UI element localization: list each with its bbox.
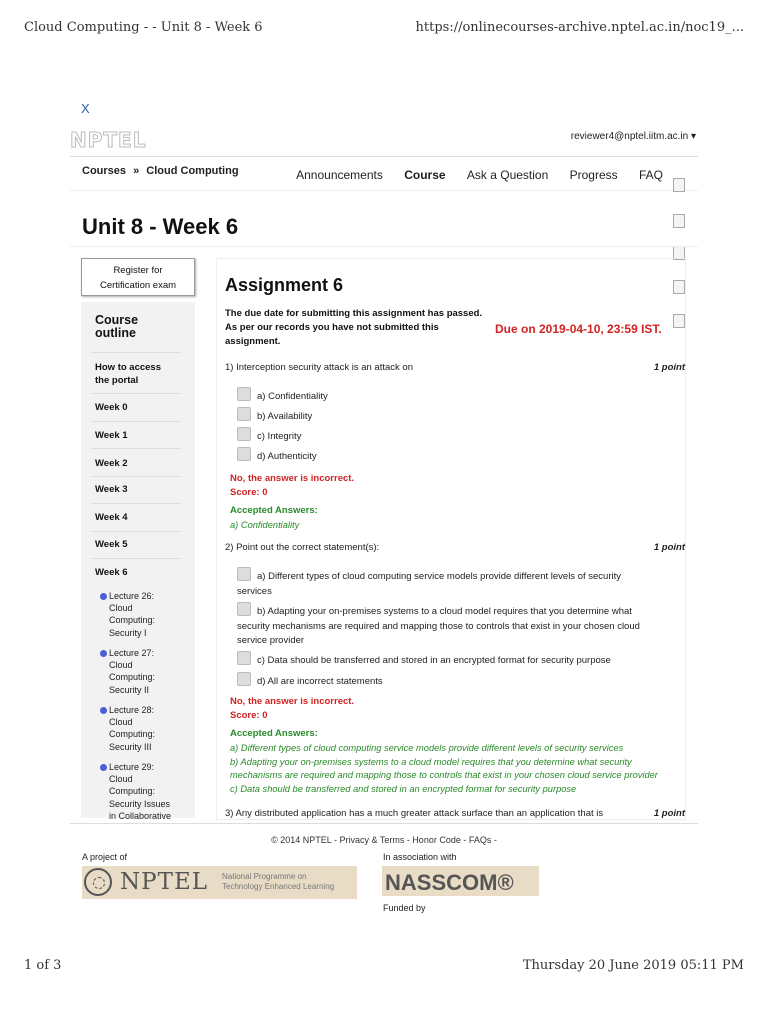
print-header (24, 20, 744, 40)
course-outline-title-line: Course (95, 313, 139, 327)
nav-ask-question[interactable]: Ask a Question (466, 168, 549, 182)
course-outline-title-line: outline (95, 326, 136, 340)
lecture-bullet-icon (100, 593, 107, 600)
result-text: No, the answer is incorrect. (230, 473, 355, 484)
nasscom-logo-word: NASSCOM® (385, 870, 514, 895)
header-divider (70, 156, 698, 157)
nav-progress[interactable]: Progress (569, 168, 618, 182)
checkbox[interactable] (237, 567, 251, 581)
accepted-answer-line: mechanisms are required and mapping those to controls that exist in your chosen cloud service provider (230, 770, 658, 780)
question-2-accepted-label: Accepted Answers: (230, 728, 318, 739)
register-certification-button[interactable] (81, 258, 195, 296)
breadcrumb (82, 165, 243, 177)
question-1-text: 1) Interception security attack is an attack on (225, 362, 413, 373)
option-label: service provider (237, 635, 305, 646)
lecture-line: Security Issues (109, 798, 171, 809)
page-title: Unit 8 - Week 6 (82, 214, 239, 239)
sidebar-lecture-27[interactable] (109, 647, 155, 696)
sidebar-divider (91, 476, 181, 477)
breadcrumb-course[interactable]: Cloud Computing (146, 165, 239, 177)
question-2-option-c[interactable] (237, 651, 657, 669)
nptel-logo-word: NPTEL (120, 869, 209, 895)
title-divider (70, 246, 698, 247)
project-of-label: A project of (82, 852, 128, 862)
nasscom-logo[interactable] (382, 866, 539, 896)
sidebar-divider (91, 503, 181, 504)
sidebar-item-week-0[interactable]: Week 0 (95, 402, 128, 413)
lecture-line: Security I (109, 627, 147, 638)
course-nav (278, 168, 663, 182)
sidebar-lecture-26[interactable] (109, 590, 155, 639)
question-1-result (230, 472, 354, 500)
accepted-answer-line: c) Data should be transferred and stored in an encrypted format for security purpose (230, 783, 577, 794)
question-3-points: 1 point (653, 808, 685, 819)
register-line-2: Certification exam (99, 280, 177, 291)
user-menu[interactable]: reviewer4@nptel.iitm.ac.in ▾ (570, 131, 696, 142)
question-2-option-a[interactable] (237, 567, 657, 599)
lecture-line: Lecture 26: (109, 591, 155, 601)
lecture-bullet-icon (100, 707, 107, 714)
lecture-line: Security II (109, 684, 150, 695)
question-1-option-b[interactable] (237, 407, 657, 425)
checkbox[interactable] (237, 672, 251, 686)
option-label: c) Data should be transferred and stored in an encrypted format for security purpose (257, 655, 611, 666)
checkbox[interactable] (237, 427, 251, 441)
score-text: Score: 0 (230, 710, 268, 721)
register-line-1: Register for (113, 265, 163, 276)
lecture-line: Cloud (109, 603, 133, 614)
lecture-line: Computing: (109, 672, 156, 683)
print-datetime: Thursday 20 June 2019 05:11 PM (522, 958, 744, 973)
question-2-result (230, 695, 354, 723)
sidebar-item-week-3[interactable]: Week 3 (95, 484, 128, 495)
print-url: https://onlinecourses-archive.nptel.ac.in/noc19_... (415, 20, 744, 35)
breadcrumb-courses[interactable]: Courses (82, 165, 127, 177)
question-1-option-c[interactable] (237, 427, 657, 445)
footer-links[interactable]: © 2014 NPTEL - Privacy & Terms - Honor Code - FAQs - (271, 835, 497, 845)
nav-divider (70, 190, 698, 191)
option-label: a) Confidentiality (257, 391, 328, 402)
question-1-option-a[interactable] (237, 387, 657, 405)
lecture-line: in Collaborative (109, 810, 172, 821)
sidebar-item-how-to-access[interactable]: How to access the portal (95, 362, 161, 386)
checkbox[interactable] (237, 407, 251, 421)
lecture-line: Cloud (109, 774, 133, 785)
lecture-line: Security III (109, 741, 152, 752)
question-2-option-d[interactable] (237, 672, 657, 690)
option-label: c) Integrity (257, 431, 302, 442)
lecture-line: Computing: (109, 729, 156, 740)
result-text: No, the answer is incorrect. (230, 696, 355, 707)
nptel-footer-logo[interactable] (82, 866, 357, 899)
sidebar-divider (91, 448, 181, 449)
footer-divider (70, 823, 698, 824)
question-2-accepted-answers (230, 742, 705, 796)
question-2-option-b[interactable] (237, 602, 657, 649)
question-1-accepted-answer: a) Confidentiality (230, 520, 300, 530)
print-footer (24, 958, 744, 978)
print-title: Cloud Computing - - Unit 8 - Week 6 (24, 20, 263, 35)
lecture-bullet-icon (100, 650, 107, 657)
print-page-number: 1 of 3 (24, 958, 62, 973)
course-outline-title (95, 314, 138, 340)
due-note-line: The due date for submitting this assignment has passed. (225, 308, 483, 319)
option-label: services (237, 585, 272, 597)
checkbox[interactable] (237, 602, 251, 616)
sidebar-divider (91, 421, 181, 422)
question-1-accepted-label: Accepted Answers: (230, 505, 318, 516)
nptel-logo-subtitle (222, 872, 334, 892)
sidebar-item-week-6[interactable]: Week 6 (95, 567, 128, 578)
close-link[interactable]: X (81, 101, 90, 116)
funded-by-label: Funded by (383, 903, 426, 913)
nav-course[interactable]: Course (404, 168, 446, 182)
lecture-line: Lecture 29: (109, 762, 155, 772)
nav-faq[interactable]: FAQ (638, 168, 663, 182)
breadcrumb-separator: » (133, 165, 140, 177)
sidebar-item-week-2[interactable]: Week 2 (95, 458, 128, 469)
sidebar-item-week-4[interactable]: Week 4 (95, 512, 128, 523)
assignment-panel (216, 258, 686, 820)
nptel-subtitle-line: Technology Enhanced Learning (222, 882, 335, 891)
lecture-bullet-icon (100, 764, 107, 771)
sidebar-item-week-1[interactable]: Week 1 (95, 430, 128, 441)
course-outline-sidebar (81, 302, 195, 821)
option-label: b) Availability (257, 411, 313, 422)
lecture-line: Cloud (109, 660, 133, 671)
option-label: b) Adapting your on-premises systems to a cloud model requires that you determine what (257, 606, 632, 617)
question-2-text: 2) Point out the correct statement(s): (225, 542, 380, 553)
sidebar-divider (91, 352, 181, 353)
due-note-line: assignment. (225, 336, 281, 347)
option-label: a) Different types of cloud computing service models provide different levels of security (257, 571, 621, 582)
sidebar-lecture-28[interactable] (109, 704, 155, 753)
nptel-header-logo[interactable]: NPTEL (70, 128, 147, 152)
lecture-line: Computing: (109, 615, 156, 626)
due-date: Due on 2019-04-10, 23:59 IST. (495, 322, 662, 336)
document-icon[interactable] (673, 178, 685, 192)
question-1-points: 1 point (653, 362, 685, 373)
lecture-line: Computing: (109, 786, 156, 797)
question-1-option-d[interactable] (237, 447, 657, 465)
association-label: In association with (383, 852, 457, 862)
sidebar-divider (91, 558, 181, 559)
checkbox[interactable] (237, 447, 251, 461)
checkbox[interactable] (237, 651, 251, 665)
checkbox[interactable] (237, 387, 251, 401)
option-label: d) Authenticity (257, 451, 317, 462)
question-3-text: 3) Any distributed application has a much greater attack surface than an application that is (225, 808, 604, 819)
nav-announcements[interactable]: Announcements (296, 168, 383, 182)
question-2-points: 1 point (653, 542, 685, 553)
due-note-line: As per our records you have not submitted this (225, 322, 439, 333)
sidebar-item-week-5[interactable]: Week 5 (95, 539, 128, 550)
option-label: d) All are incorrect statements (257, 676, 383, 687)
lecture-line: Cloud (109, 717, 133, 728)
due-note (225, 307, 485, 349)
document-icon[interactable] (673, 214, 685, 228)
accepted-answer-line: a) Different types of cloud computing service models provide different levels of security services (230, 743, 624, 753)
sidebar-lecture-29[interactable] (109, 761, 171, 822)
sidebar-divider (91, 531, 181, 532)
option-label: security mechanisms are required and mapping those to controls that exist in your chosen cloud (237, 620, 640, 632)
sidebar-divider (91, 393, 181, 394)
nptel-seal-icon (84, 868, 112, 896)
lecture-line: Lecture 27: (109, 648, 155, 658)
assignment-title: Assignment 6 (225, 275, 344, 295)
accepted-answer-line: b) Adapting your on-premises systems to a cloud model requires that you determine what security (230, 756, 632, 767)
lecture-line: Lecture 28: (109, 705, 155, 715)
nptel-subtitle-line: National Programme on (222, 872, 307, 881)
score-text: Score: 0 (230, 487, 268, 498)
